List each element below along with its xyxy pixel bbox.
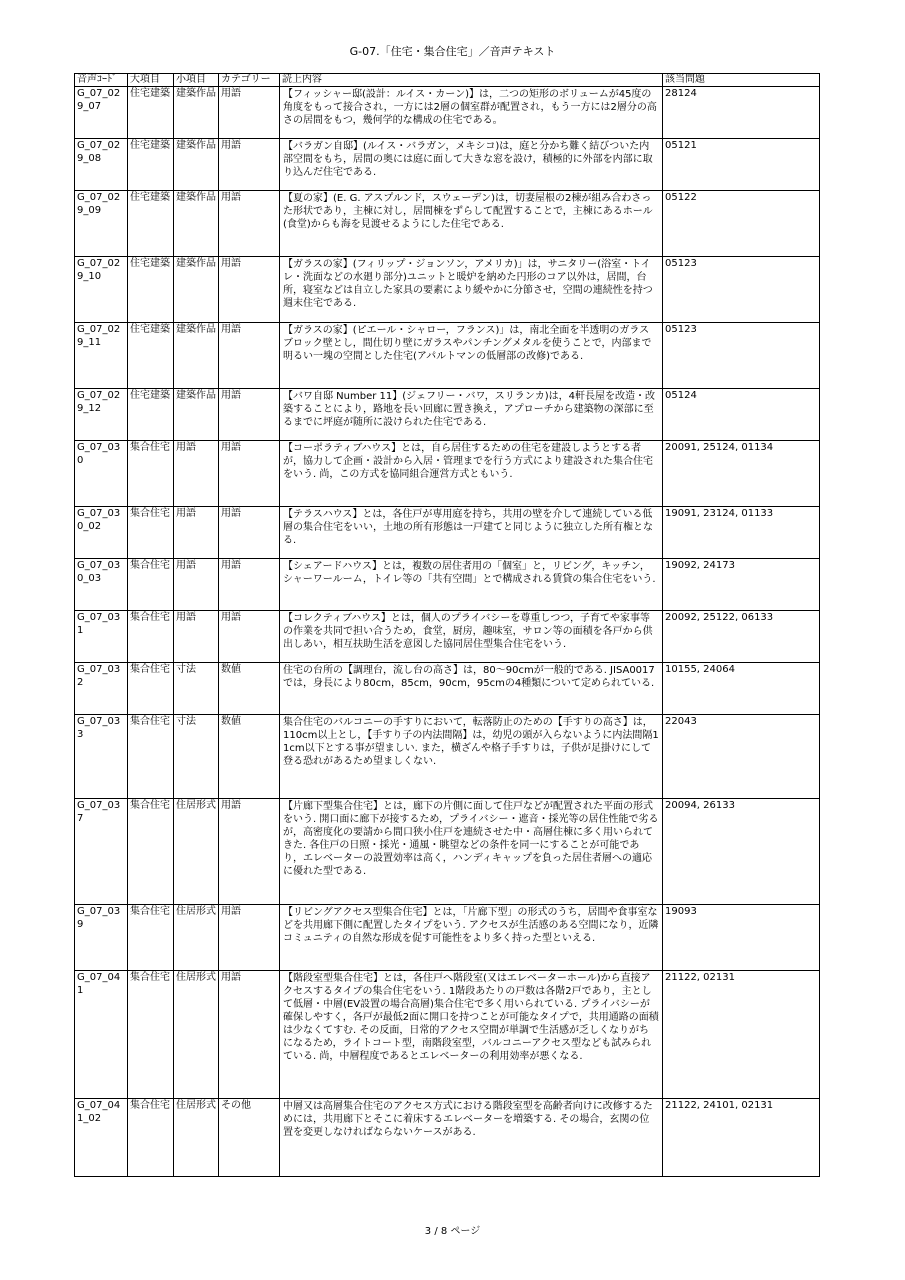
cell-category: 数値 (219, 715, 280, 799)
cell-major: 住宅建築 (128, 389, 174, 441)
table-row (75, 323, 820, 389)
page-number: 3 / 8 ページ (424, 1226, 481, 1237)
cell-major: 集合住宅 (128, 715, 174, 799)
col-header-content: 読上内容 (280, 74, 663, 87)
cell-category: 用語 (219, 507, 280, 559)
cell-content: 【シェアードハウス】とは，複数の居住者用の「個室」と，リビング，キッチン，シャーワールーム，トイレ等の「共有空間」とで構成される賃貸の集合住宅をいう. (280, 559, 663, 611)
table-row (75, 87, 820, 139)
cell-ref: 22043 (663, 715, 820, 799)
cell-minor: 建築作品 (174, 139, 219, 191)
cell-minor: 用語 (174, 559, 219, 611)
cell-ref: 05123 (663, 257, 820, 323)
cell-category: 用語 (219, 87, 280, 139)
cell-category: 用語 (219, 191, 280, 257)
cell-code: G_07_029_10 (75, 257, 128, 323)
cell-major: 集合住宅 (128, 1099, 174, 1177)
cell-content: 【ガラスの家】(ピエール・シャロー，フランス)」は，南北全面を半透明のガラスブロック壁とし，間仕切り壁にガラスやパンチングメタルを使うことで，内部まで明るい一塊の空間とした住宅(アパルトマンの低層部の改修)である. (280, 323, 663, 389)
col-header-code: 音声ｺｰﾄﾞ (75, 74, 128, 87)
cell-code: G_07_032 (75, 663, 128, 715)
cell-minor: 用語 (174, 507, 219, 559)
table-row (75, 139, 820, 191)
table-row (75, 559, 820, 611)
cell-major: 集合住宅 (128, 905, 174, 971)
cell-category: 用語 (219, 257, 280, 323)
cell-content: 住宅の台所の【調理台，流し台の高さ】は，80～90cmが一般的である. JISA0017では，身長により80cm，85cm，90cm，95cmの4種類について定められている. (280, 663, 663, 715)
cell-code: G_07_039 (75, 905, 128, 971)
cell-content: 【テラスハウス】とは，各住戸が専用庭を持ち，共用の壁を介して連続している低層の集合住宅をいい，土地の所有形態は一戸建てと同じように独立した所有権となる. (280, 507, 663, 559)
cell-major: 住宅建築 (128, 257, 174, 323)
cell-major: 住宅建築 (128, 139, 174, 191)
cell-major: 集合住宅 (128, 441, 174, 507)
cell-minor: 建築作品 (174, 323, 219, 389)
cell-major: 集合住宅 (128, 663, 174, 715)
cell-minor: 住居形式 (174, 799, 219, 905)
cell-minor: 建築作品 (174, 191, 219, 257)
table-row (75, 441, 820, 507)
page-title: G-07.「住宅・集合住宅」／音声テキスト (349, 45, 556, 58)
cell-ref: 21122, 24101, 02131 (663, 1099, 820, 1177)
cell-code: G_07_041_02 (75, 1099, 128, 1177)
table-row (75, 971, 820, 1099)
cell-minor: 寸法 (174, 663, 219, 715)
cell-major: 住宅建築 (128, 323, 174, 389)
cell-content: 【ガラスの家】(フィリップ・ジョンソン，アメリカ)」は，サニタリー(浴室・トイレ・洗面などの水廻り部分)ユニットと暖炉を納めた円形のコア以外は，居間，台所，寝室などは自立した家具の要素により緩やかに分節させ，空間の連続性を持つ週末住宅である. (280, 257, 663, 323)
cell-content: 【夏の家】(E. G. アスプルンド，スウェーデン)は，切妻屋根の2棟が組み合わさった形状であり，主棟に対し，居間棟をずらして配置することで，主棟にあるホール(食堂)からも海を見渡せるようにした住宅である. (280, 191, 663, 257)
cell-ref: 05124 (663, 389, 820, 441)
cell-minor: 建築作品 (174, 87, 219, 139)
col-header-minor: 小項目 (174, 74, 219, 87)
cell-code: G_07_030_02 (75, 507, 128, 559)
table-row (75, 663, 820, 715)
cell-ref: 05122 (663, 191, 820, 257)
cell-code: G_07_033 (75, 715, 128, 799)
cell-ref: 19092, 24173 (663, 559, 820, 611)
table-header-row (75, 74, 820, 87)
cell-minor: 建築作品 (174, 389, 219, 441)
cell-category: その他 (219, 1099, 280, 1177)
cell-code: G_07_037 (75, 799, 128, 905)
cell-category: 用語 (219, 139, 280, 191)
cell-code: G_07_030_03 (75, 559, 128, 611)
table-row (75, 611, 820, 663)
cell-category: 用語 (219, 441, 280, 507)
cell-major: 住宅建築 (128, 87, 174, 139)
cell-ref: 20091, 25124, 01134 (663, 441, 820, 507)
col-header-ref: 該当問題 (663, 74, 820, 87)
table-row (75, 715, 820, 799)
table-row (75, 905, 820, 971)
col-header-category: カテゴリー (219, 74, 280, 87)
cell-category: 用語 (219, 611, 280, 663)
cell-major: 住宅建築 (128, 191, 174, 257)
cell-code: G_07_029_11 (75, 323, 128, 389)
cell-major: 集合住宅 (128, 971, 174, 1099)
cell-major: 集合住宅 (128, 507, 174, 559)
cell-ref: 19093 (663, 905, 820, 971)
table-row (75, 1099, 820, 1177)
cell-category: 用語 (219, 389, 280, 441)
col-header-major: 大項目 (128, 74, 174, 87)
cell-ref: 05123 (663, 323, 820, 389)
cell-code: G_07_030 (75, 441, 128, 507)
cell-content: 【バラガン自邸】(ルイス・バラガン，メキシコ)は，庭と分かち難く結びついた内部空間をもち，居間の奥には庭に面して大きな窓を設け，積極的に外部を内部に取り込んだ住宅である. (280, 139, 663, 191)
cell-content: 【リビングアクセス型集合住宅】とは，「片廊下型」の形式のうち，居間や食事室などを共用廊下側に配置したタイプをいう. アクセスが生活感のある空間になり，近隣コミュニティの自然な形成を促す可能性をより多く持った型といえる. (280, 905, 663, 971)
cell-minor: 寸法 (174, 715, 219, 799)
cell-content: 【フィッシャー邸(設計：ルイス・カーン)】は，二つの矩形のボリュームが45度の角度をもって接合され，一方には2層の個室群が配置され，もう一方には2層分の高さの居間をもつ，幾何学的な構成の住宅である。 (280, 87, 663, 139)
cell-code: G_07_031 (75, 611, 128, 663)
cell-category: 用語 (219, 971, 280, 1099)
cell-code: G_07_029_12 (75, 389, 128, 441)
cell-category: 用語 (219, 559, 280, 611)
cell-content: 【片廊下型集合住宅】とは，廊下の片側に面して住戸などが配置された平面の形式をいう. 開口面に廊下が接するため，プライバシー・遮音・採光等の居住性能で劣るが，高密度化の要請から間口狭小住戸を連続させた中・高層住棟に多く用いられてきた. 各住戸の日照・採光・通風・眺望などの条件を同一にすることが可能であり，エレベーターの設置効率は高く，ハンディキャップを負った居住者層への適応に優れた型である. (280, 799, 663, 905)
cell-major: 集合住宅 (128, 611, 174, 663)
text-table (74, 73, 820, 1177)
table-row (75, 507, 820, 559)
cell-category: 用語 (219, 323, 280, 389)
cell-ref: 10155, 24064 (663, 663, 820, 715)
cell-code: G_07_029_09 (75, 191, 128, 257)
cell-major: 集合住宅 (128, 559, 174, 611)
cell-code: G_07_029_08 (75, 139, 128, 191)
cell-content: 【階段室型集合住宅】とは，各住戸へ階段室(又はエレベーターホール)から直接アクセスするタイプの集合住宅をいう. 1階段あたりの戸数は各階2戸であり，主として低層・中層(EV設置の場合高層)集合住宅で多く用いられている. プライバシーが確保しやすく，各戸が最低2面に開口を持つことが可能なタイプで，共用通路の面積は少なくてすむ. その反面，日常的アクセス空間が単調で生活感が乏しくなりがちになるため，ライトコート型，南階段室型，バルコニーアクセス型なども試みられている. 尚，中層程度であるとエレベーターの利用効率が悪くなる. (280, 971, 663, 1099)
cell-content: 集合住宅のバルコニーの手すりにおいて，転落防止のための【手すりの高さ】は，110cm以上とし，【手すり子の内法間隔】は，幼児の頭が入らないように内法間隔11cm以下とする事が望ましい. また，横ざんや格子手すりは，子供が足掛けにして登る恐れがあるため望ましくない. (280, 715, 663, 799)
cell-minor: 用語 (174, 441, 219, 507)
cell-minor: 用語 (174, 611, 219, 663)
table-row (75, 257, 820, 323)
cell-minor: 住居形式 (174, 971, 219, 1099)
cell-minor: 住居形式 (174, 1099, 219, 1177)
cell-category: 用語 (219, 905, 280, 971)
table-row (75, 191, 820, 257)
cell-ref: 28124 (663, 87, 820, 139)
cell-content: 【バワ自邸 Number 11】(ジェフリー・バワ，スリランカ)は，4軒長屋を改造・改築することにより，路地を長い回廊に置き換え，アプローチから建築物の深部に至るまでに坪庭が随所に設けられた住宅である. (280, 389, 663, 441)
cell-category: 用語 (219, 799, 280, 905)
cell-ref: 05121 (663, 139, 820, 191)
cell-code: G_07_041 (75, 971, 128, 1099)
cell-ref: 20092, 25122, 06133 (663, 611, 820, 663)
cell-major: 集合住宅 (128, 799, 174, 905)
cell-minor: 建築作品 (174, 257, 219, 323)
table-row (75, 389, 820, 441)
cell-content: 中層又は高層集合住宅のアクセス方式における階段室型を高齢者向けに改修するためには，共用廊下とそこに着床するエレベーターを増築する. その場合，玄関の位置を変更しなければならないケースがある. (280, 1099, 663, 1177)
cell-minor: 住居形式 (174, 905, 219, 971)
cell-ref: 20094, 26133 (663, 799, 820, 905)
table-row (75, 799, 820, 905)
cell-content: 【コーポラティブハウス】とは，自ら居住するための住宅を建設しようとする者が，協力して企画・設計から入居・管理までを行う方式により建設された集合住宅をいう. 尚，この方式を協同組合運営方式ともいう. (280, 441, 663, 507)
cell-code: G_07_029_07 (75, 87, 128, 139)
cell-category: 数値 (219, 663, 280, 715)
cell-content: 【コレクティブハウス】とは，個人のプライバシーを尊重しつつ，子育てや家事等の作業を共同で担い合うため，食堂，厨房，趣味室，サロン等の面積を各戸から供出しあい，相互扶助生活を意図した協同居住型集合住宅をいう. (280, 611, 663, 663)
cell-ref: 21122, 02131 (663, 971, 820, 1099)
cell-ref: 19091, 23124, 01133 (663, 507, 820, 559)
